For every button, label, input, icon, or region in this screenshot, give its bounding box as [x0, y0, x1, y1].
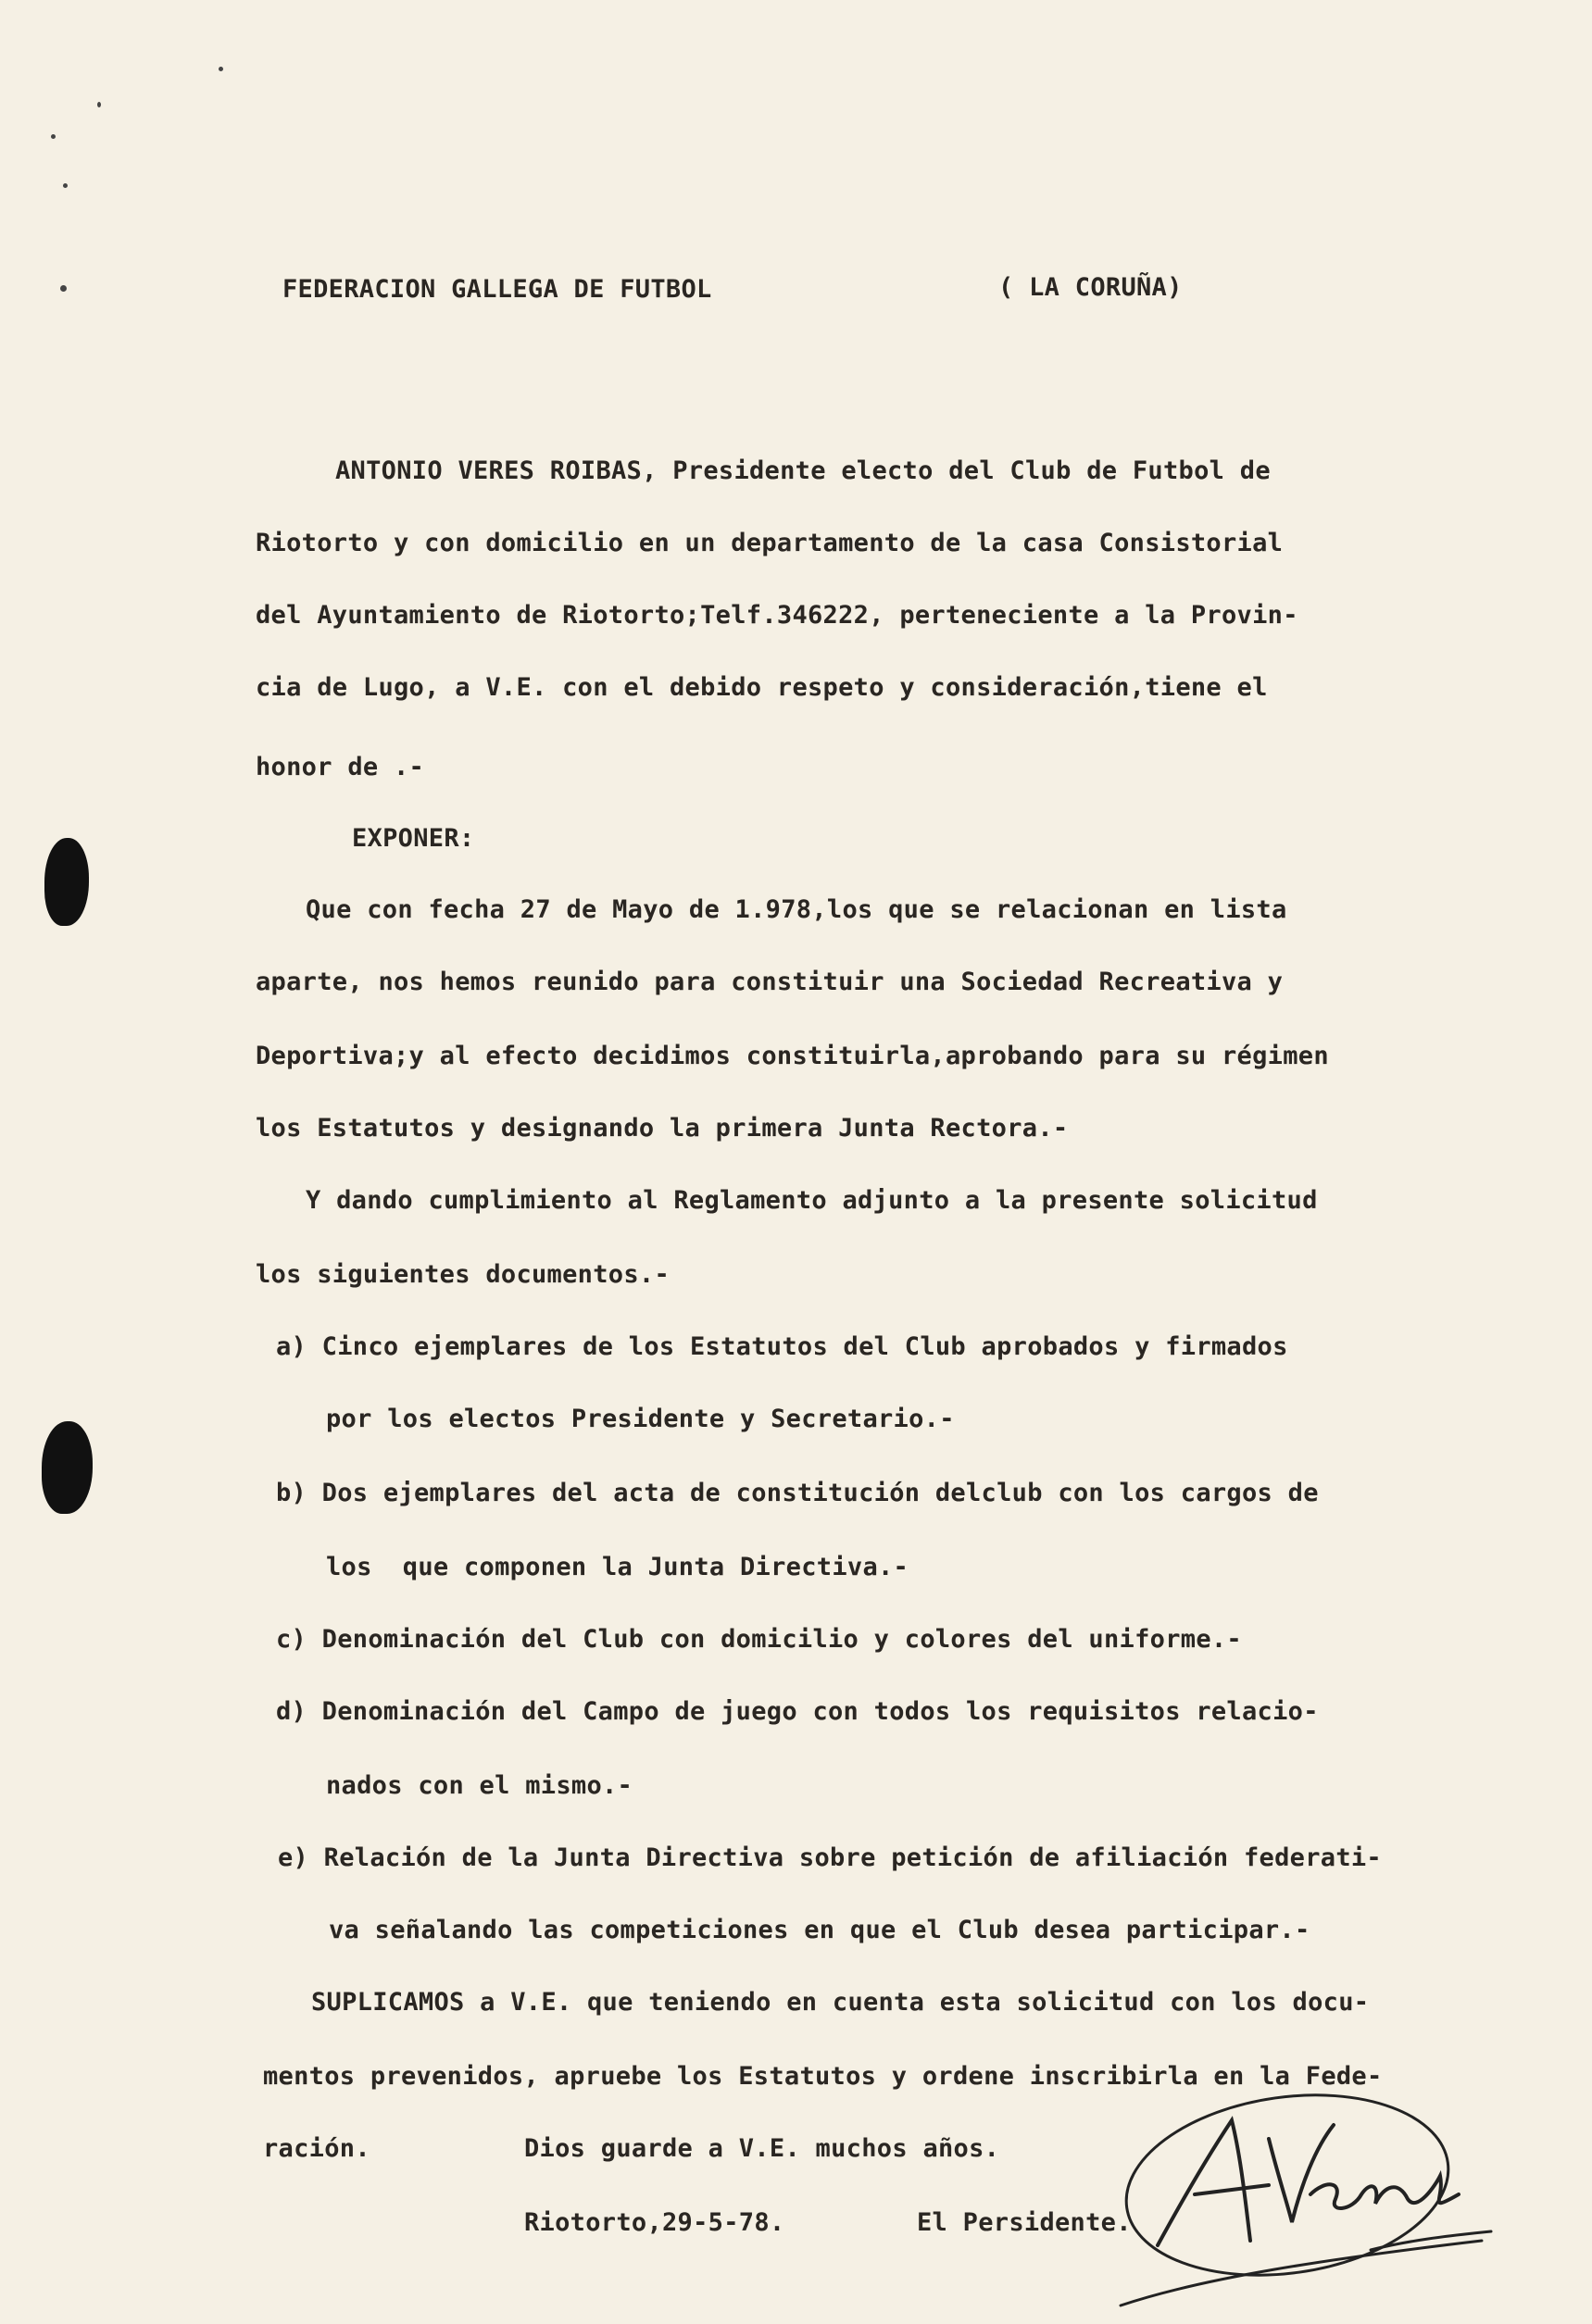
- list-item-a-cont: por los electos Presidente y Secretario.-: [326, 1405, 955, 1433]
- body-line: Que con fecha 27 de Mayo de 1.978,los que se relacionan en lista: [306, 895, 1287, 924]
- paper-speck: [219, 67, 223, 71]
- body-line: los siguientes documentos.-: [256, 1260, 670, 1289]
- intro-line: ANTONIO VERES ROIBAS, Presidente electo del Club de Futbol de: [335, 456, 1271, 485]
- closing-line: mentos prevenidos, apruebe los Estatutos y ordene inscribirla en la Fede-: [263, 2062, 1383, 2091]
- handwritten-signature: [1093, 2083, 1500, 2324]
- intro-line: del Ayuntamiento de Riotorto;Telf.346222, perteneciente a la Provin-: [256, 601, 1298, 630]
- list-item-c: c) Denominación del Club con domicilio y colores del uniforme.-: [276, 1625, 1242, 1654]
- body-line: Y dando cumplimiento al Reglamento adjunto a la presente solicitud: [306, 1186, 1318, 1215]
- place-date: Riotorto,29-5-78.: [524, 2208, 785, 2237]
- paper-speck: [63, 183, 68, 188]
- list-item-d: d) Denominación del Campo de juego con todos los requisitos relacio-: [276, 1697, 1319, 1726]
- list-item-b: b) Dos ejemplares del acta de constitución delclub con los cargos de: [276, 1479, 1319, 1507]
- body-line: los Estatutos y designando la primera Junta Rectora.-: [256, 1114, 1069, 1143]
- list-item-e-cont: va señalando las competiciones en que el Club desea participar.-: [329, 1916, 1310, 1944]
- closing-line: SUPLICAMOS a V.E. que teniendo en cuenta esta solicitud con los docu-: [311, 1988, 1370, 2017]
- federation-location: ( LA CORUÑA): [998, 273, 1183, 302]
- closing-greeting: Dios guarde a V.E. muchos años.: [524, 2134, 1000, 2163]
- closing-line: ración.: [263, 2134, 370, 2163]
- intro-line: cia de Lugo, a V.E. con el debido respeto y consideración,tiene el: [256, 673, 1268, 702]
- body-line: aparte, nos hemos reunido para constituir una Sociedad Recreativa y: [256, 968, 1284, 996]
- list-item-e: e) Relación de la Junta Directiva sobre petición de afiliación federati-: [278, 1843, 1382, 1872]
- intro-line: honor de .-: [256, 753, 425, 781]
- paper-speck: [51, 134, 56, 139]
- punch-hole-bottom: [42, 1421, 93, 1514]
- paper-speck: [97, 102, 101, 107]
- list-item-a: a) Cinco ejemplares de los Estatutos del Club aprobados y firmados: [276, 1332, 1288, 1361]
- exponer-heading: EXPONER:: [352, 824, 475, 853]
- federation-title: FEDERACION GALLEGA DE FUTBOL: [282, 275, 712, 304]
- intro-line: Riotorto y con domicilio en un departamento de la casa Consistorial: [256, 529, 1284, 557]
- list-item-d-cont: nados con el mismo.-: [326, 1771, 633, 1800]
- punch-hole-top: [44, 838, 89, 926]
- list-item-b-cont: los que componen la Junta Directiva.-: [326, 1553, 909, 1581]
- paper-speck: [60, 285, 67, 292]
- signer-title: El Persidente.: [917, 2208, 1132, 2237]
- body-line: Deportiva;y al efecto decidimos constituirla,aprobando para su régimen: [256, 1042, 1329, 1070]
